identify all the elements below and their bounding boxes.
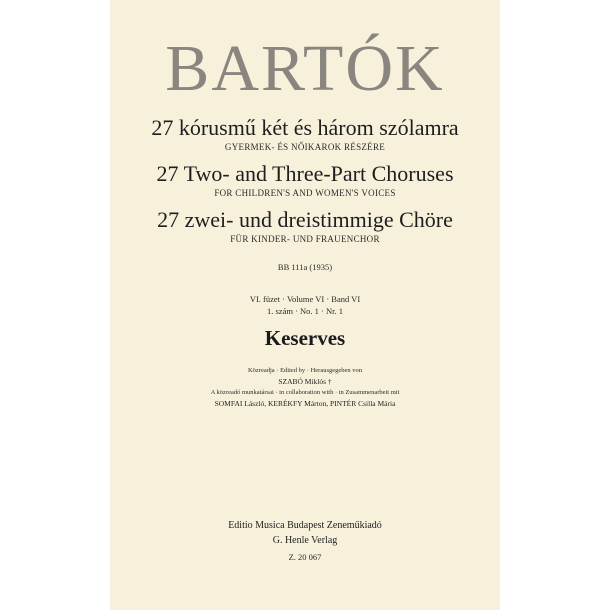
publisher-line-2: G. Henle Verlag	[272, 535, 338, 546]
edited-by-label: Közreadja · Edited by · Herausgegeben von	[247, 367, 363, 374]
collaborator-names: SOMFAI László, KERÉKFY Márton, PINTÉR Csilla Mária	[214, 399, 396, 408]
title-english: 27 Two- and Three-Part Choruses	[156, 161, 454, 186]
subtitle-hungarian: GYERMEK- ÉS NŐIKAROK RÉSZÉRE	[224, 142, 386, 152]
composer-name: BARTÓK	[165, 32, 445, 105]
subtitle-english: FOR CHILDREN'S AND WOMEN'S VOICES	[214, 188, 396, 198]
catalogue-number: BB 111a (1935)	[277, 262, 333, 272]
publisher-line-1: Editio Musica Budapest Zeneműkiadó	[228, 520, 382, 531]
editor-name: SZABÓ Miklós †	[278, 377, 332, 386]
number-line: 1. szám · No. 1 · Nr. 1	[266, 306, 343, 316]
subtitle-german: FÜR KINDER- UND FRAUENCHOR	[230, 234, 380, 244]
title-german: 27 zwei- und dreistimmige Chöre	[157, 207, 453, 232]
volume-line: VI. füzet · Volume VI · Band VI	[249, 294, 361, 304]
collaboration-label: A közreadó munkatársai · in collaboration with · in Zusammenarbeit mit	[210, 389, 400, 396]
title-hungarian: 27 kórusmű két és három szólamra	[151, 115, 459, 140]
catalog-number: Z. 20 067	[288, 552, 322, 562]
work-title: Keserves	[264, 326, 346, 350]
score-cover	[110, 0, 500, 610]
